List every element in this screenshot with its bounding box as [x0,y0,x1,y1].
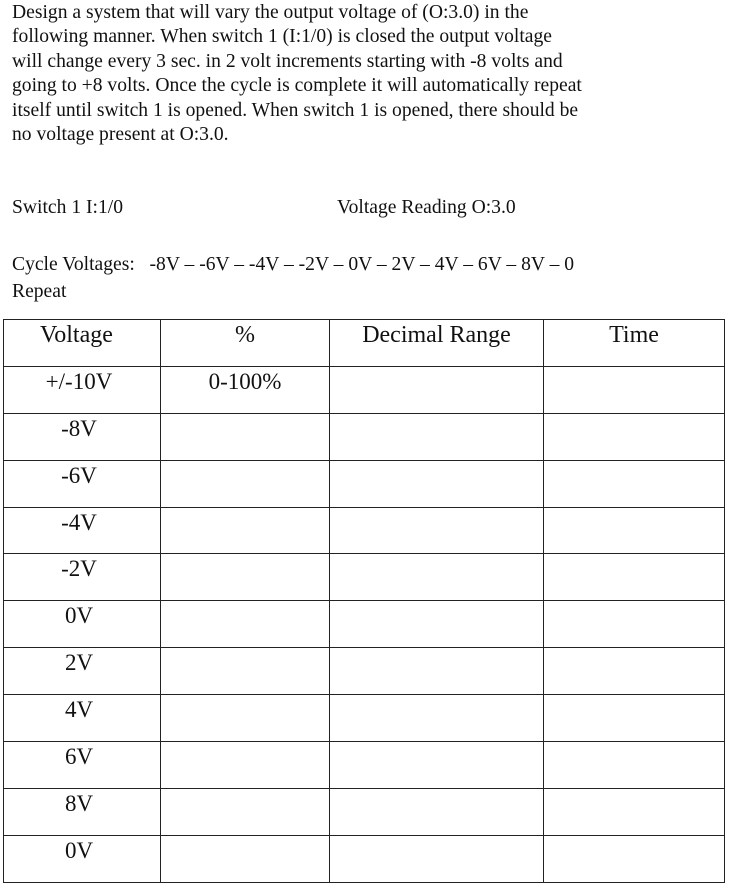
cell-decimal-range[interactable] [330,835,544,882]
cell-time[interactable] [544,601,725,648]
cell-percent[interactable] [161,413,330,460]
cell-voltage[interactable]: 0V [4,835,161,882]
cell-time[interactable] [544,742,725,789]
problem-line: Design a system that will vary the output voltage of (O:3.0) in the [12,2,529,23]
problem-line: will change every 3 sec. in 2 volt increments starting with -8 volts and [12,50,563,72]
cell-voltage[interactable]: 6V [4,742,161,789]
cell-percent[interactable] [161,648,330,695]
cell-time[interactable] [544,366,725,413]
problem-line: no voltage present at O:3.0. [12,124,229,146]
cycle-voltages-label: Cycle Voltages: -8V – -6V – -4V – -2V – 0V – 2V – 4V – 6V – 8V – 0 [12,254,575,275]
cell-time[interactable] [544,460,725,507]
cell-time[interactable] [544,835,725,882]
problem-line: going to +8 volts. Once the cycle is complete it will automatically repeat [12,75,582,97]
problem-statement [12,1,724,147]
repeat-label: Repeat [12,281,67,302]
table-row [4,507,725,554]
cell-voltage[interactable]: -6V [4,460,161,507]
table-row [4,366,725,413]
cell-decimal-range[interactable] [330,507,544,554]
header-voltage: Voltage [4,320,161,367]
table-row [4,695,725,742]
cell-voltage[interactable]: 4V [4,695,161,742]
cell-decimal-range[interactable] [330,366,544,413]
cell-decimal-range[interactable] [330,601,544,648]
cell-voltage[interactable]: -2V [4,554,161,601]
cell-time[interactable] [544,554,725,601]
switch-label: Switch 1 I:1/0 [12,197,124,218]
cell-percent[interactable] [161,835,330,882]
cell-time[interactable] [544,648,725,695]
cell-percent[interactable] [161,788,330,835]
table-row [4,413,725,460]
cell-decimal-range[interactable] [330,648,544,695]
cell-percent[interactable] [161,695,330,742]
cell-time[interactable] [544,788,725,835]
cell-percent[interactable] [161,601,330,648]
cell-voltage[interactable]: 2V [4,648,161,695]
table-row [4,835,725,882]
cell-decimal-range[interactable] [330,460,544,507]
cell-percent[interactable] [161,460,330,507]
cell-time[interactable] [544,695,725,742]
table-row [4,742,725,789]
cell-decimal-range[interactable] [330,742,544,789]
table-row [4,601,725,648]
cell-voltage[interactable]: -8V [4,413,161,460]
header-percent: % [161,320,330,367]
voltage-table [3,319,725,883]
cell-voltage[interactable]: 0V [4,601,161,648]
table-row [4,788,725,835]
table-row [4,648,725,695]
cell-voltage[interactable]: +/-10V [4,366,161,413]
cell-voltage[interactable]: 8V [4,788,161,835]
cell-percent[interactable] [161,742,330,789]
table-row [4,554,725,601]
table-header-row [4,320,725,367]
cell-percent[interactable] [161,507,330,554]
cell-decimal-range[interactable] [330,413,544,460]
cell-voltage[interactable]: -4V [4,507,161,554]
header-decimal-range: Decimal Range [330,320,544,367]
table-row [4,460,725,507]
cell-percent[interactable] [161,554,330,601]
cell-decimal-range[interactable] [330,554,544,601]
cell-percent[interactable]: 0-100% [161,366,330,413]
cell-time[interactable] [544,413,725,460]
voltage-reading-label: Voltage Reading O:3.0 [337,197,516,218]
cell-decimal-range[interactable] [330,695,544,742]
cell-time[interactable] [544,507,725,554]
problem-line: following manner. When switch 1 (I:1/0) is closed the output voltage [12,26,552,48]
problem-line: itself until switch 1 is opened. When switch 1 is opened, there should be [12,99,579,121]
cell-decimal-range[interactable] [330,788,544,835]
header-time: Time [544,320,725,367]
